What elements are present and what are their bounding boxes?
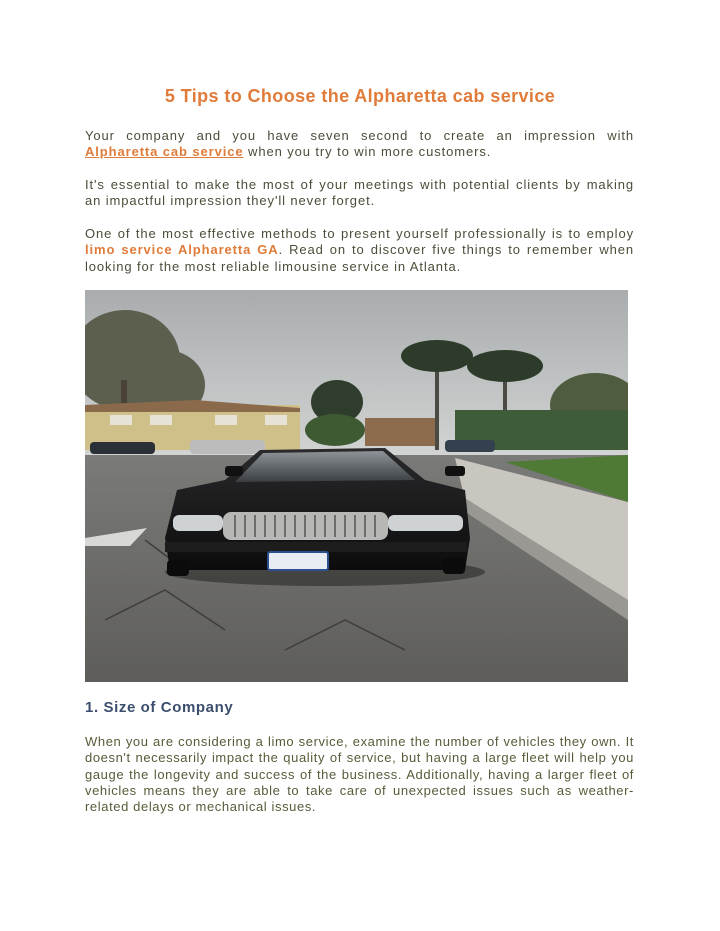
article-title: 5 Tips to Choose the Alpharetta cab service [164,86,556,106]
limo-service-link[interactable]: limo service Alpharetta GA [85,242,279,258]
intro-text-before: Your company and you have seven second to create an impression with [85,128,634,143]
paragraph-3 [85,226,634,275]
section-1-heading: 1. Size of Company [85,699,234,716]
paragraph-3-text-after: . Read on to discover five things to remember when looking for the most reliable limousine service in Atlanta. [85,242,635,274]
intro-paragraph [85,128,634,161]
alpharetta-cab-service-link[interactable]: Alpharetta cab service [85,144,244,160]
section-1-body: When you are considering a limo service, examine the number of vehicles they own. It doesn't necessarily impact the quality of service, but having a large fleet will help you gauge the longevity and success of the business. Additionally, having a larger fleet of vehicles means they are able to take care of unexpected issues such as weather-related delays or mechanical issues. [85,734,634,815]
paragraph-2: It's essential to make the most of your meetings with potential clients by making an impactful impression they'll never forget. [85,177,634,209]
limousine-photo [85,290,628,682]
intro-text-after: when you try to win more customers. [243,144,492,160]
paragraph-3-text-before: One of the most effective methods to present yourself professionally is to employ [85,226,634,241]
